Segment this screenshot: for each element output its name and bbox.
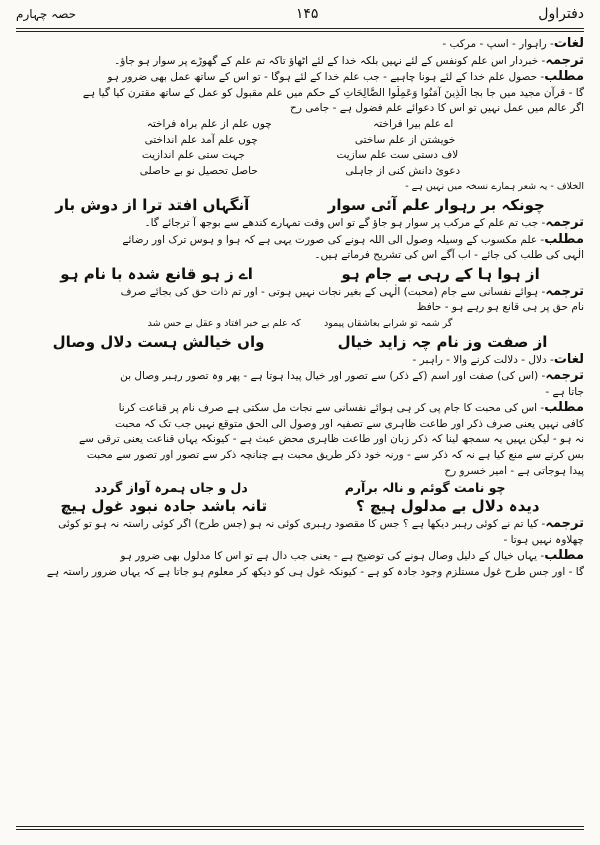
text-line: الٰہی کی طلب کی جائے - اب آگے اس کی تشریح فرماتے ہیں۔: [314, 249, 584, 262]
verse-couplet: لاف دستی ست علم سازیت جہت ستی علم اندازیت: [141, 149, 459, 162]
text-line: مطلب- علم مکسوب کے وسیلہ وصول الی اللہ ہونے کی صورت یہی ہے کہ ہوا و ہوس ترک اور رضائے: [122, 231, 584, 247]
text-line: ترجمہ- (اس کی) صفت اور اسم (کے ذکر) سے تصور اور خیال پیدا ہوتا ہے - پھر وہ تصور رہبر وصال بن: [120, 368, 584, 384]
text-line: ترجمہ- ہوائے نفسانی سے جام (محبت) الٰہی کے بغیر نجات نہیں ہوتی - اور تم ذات حق کی بجائے صرف: [120, 283, 584, 299]
jami-verses: [16, 117, 584, 179]
text-line: جاتا ہے -: [545, 385, 584, 398]
text-line: ترجمہ- کیا تم نے کوئی رہبر دیکھا ہے ؟ جس کا مقصود رہبری کوئی نہ ہو (جس طرح) اگر کوئی راستہ نہ ہو تو کوئی: [58, 516, 584, 532]
text-line: نہ ہو - لیکن یہیں یہ سمجھ لینا کہ ذکر زبان اور طاعت ظاہری محض عبث ہے - کیونکہ یہاں قناعت یعنی ترقی سے: [79, 433, 584, 446]
text-line: کافی نہیں یعنی صرف ذکر اور طاعت ظاہری سے تصفیہ اور وصول الی الحق متوقع نہیں جب تک کہ محبت: [115, 417, 584, 430]
section-2: [16, 215, 584, 264]
verse-couplet: از صفت وز نام چہ زاید خیال واں خیالش ہست دلال وصال: [52, 332, 548, 351]
text-line: گا - قرآن مجید میں جا بجا الَّذِینَ آمَنُوا وَعَمِلُوا الصَّالِحَاتِ کے حکم میں علم مقبول کو عمل کے ساتھ مقترن کیا گیا ہے: [82, 86, 584, 99]
header-volume: دفتراول: [538, 6, 584, 22]
verse-couplet: از ہوا ہا کے رہی بے جام ہو اے ز ہو قانع شدہ با نام ہو: [60, 264, 540, 283]
header-part: حصہ چہارم: [16, 7, 77, 21]
verse-couplet: چونکہ بر رہوار علم آئی سوار آنگہاں افتد ترا از دوش بار: [55, 195, 545, 214]
section-1: [16, 36, 584, 117]
text-line: نام حق پر ہی قانع ہو رہے ہو - حافظ: [416, 301, 584, 314]
header-rule: [16, 28, 584, 29]
verse-couplet: چو نامت گوئم و نالہ برآرم دل و جاں ہمرہ آواز گردد: [94, 480, 506, 496]
text-line: ترجمہ- جب تم علم کے مرکب پر سوار ہو جاؤ گے تو اس وقت تمہارے کندھے سے بوجھ آ ترجائے گا۔: [144, 214, 584, 230]
text-line: بس کرنے سے منع کیا ہے نہ کہ ذکر سے - ورنہ خود ذکر طریق محبت ہے چنانچہ ذکر سے تصور اور تصور سے محبت: [86, 449, 584, 462]
verse-couplet: اے علم بیرا فراختہ چوں علم از علم براہ فراختہ: [146, 117, 454, 130]
text-line: مطلب- اس کی محبت کا جام پی کر ہی ہوائے نفسانی سے نجات مل سکتی ہے صرف نام پر قناعت کرنا: [118, 400, 584, 416]
text-line: ترجمہ- خبردار اس علم کونفس کے لئے نہیں بلکہ خدا کے لئے اٹھاؤ تاکہ تم علم کے گھوڑے پر سوار ہو جاؤ۔: [114, 52, 584, 68]
text-line: اگر عالم میں عمل نہیں تو اس کا دعوائے علم فضول ہے - جامی رح: [290, 102, 584, 115]
verse-couplet: خویشتن از علم ساختی چوں علم آمد علم انداختی: [144, 133, 456, 146]
section-4: [16, 352, 584, 480]
ikhtilaf-note: الخلاف - یہ شعر ہمارے نسخہ میں نہیں ہے -: [405, 181, 584, 193]
verse-couplet: دعوئ دانش کنی از جاہلی حاصل تحصیل نو بے حاصلی: [139, 164, 461, 177]
header-rule-2: [16, 31, 584, 32]
text-line: گا - اور جس طرح غول مستلزم وجود جادہ کو ہے - کیونکہ غول ہی کو دیکھ کر معلوم ہو جاتا ہے کہ یہاں ضرور راستہ ہے: [46, 566, 584, 579]
footer-rule-2: [16, 829, 584, 830]
verse-couplet: دیدہ دلال بے مدلول ہیچ ؟ تانہ باشد جادہ نبود غول ہیچ: [60, 497, 540, 516]
text-line: مطلب- یہاں خیال کے دلیل وصال ہونے کی توضیح ہے - یعنی جب دال ہے تو اس کا مدلول بھی ضرور ہو: [120, 548, 584, 564]
page-number: ۱۴۵: [295, 6, 319, 22]
section-3: [16, 284, 584, 316]
text-line: پیدا ہوجاتی ہے - امیر خسرو رح: [444, 464, 584, 477]
text-line: مطلب- حصول علم خدا کے لئے ہونا چاہیے - جب علم خدا کے لئے ہوگا - تو اس کے ساتھ عمل بھی ضرور ہو: [107, 69, 584, 85]
footer-rule: [16, 826, 584, 827]
text-line: لغات- دلال - دلالت کرنے والا - راہبر -: [412, 351, 584, 367]
text-line: چھلاوہ نہیں ہوتا -: [503, 533, 584, 546]
section-5: [16, 516, 584, 580]
hafiz-verse-small: گر شمہ تو شرابے بعاشقاں پیمود کہ علم بے خبر افتاد و عقل بے حس شد: [147, 317, 453, 329]
page-header: [16, 6, 584, 26]
text-line: لغات- راہوار - اسپ - مرکب -: [442, 36, 584, 51]
